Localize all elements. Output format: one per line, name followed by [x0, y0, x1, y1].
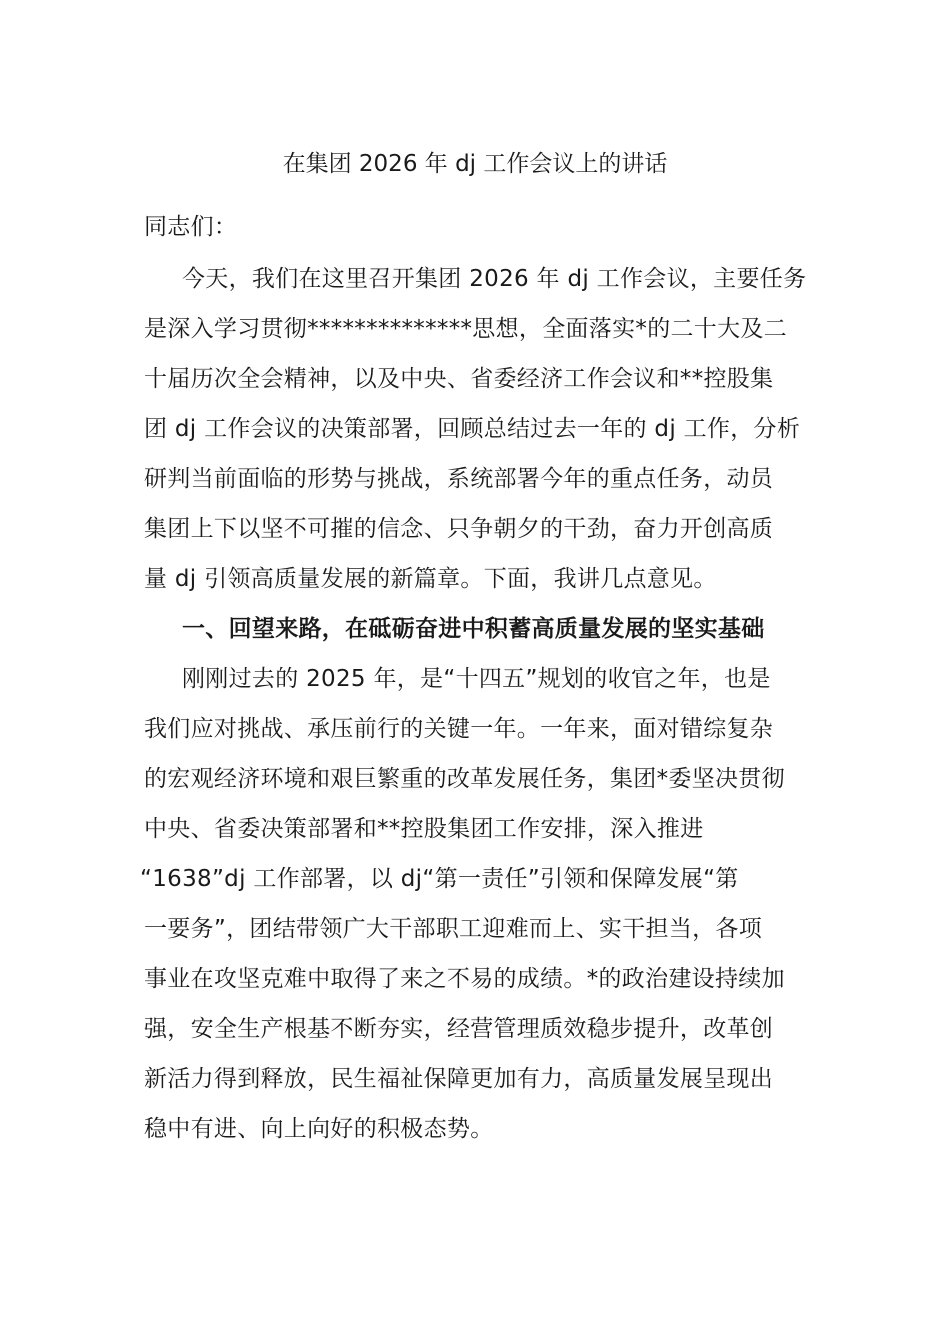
paragraph-line: 的宏观经济环境和艰巨繁重的改革发展任务，集团*委坚决贯彻 [144, 766, 785, 792]
paragraph-line: “1638”dj 工作部署，以 dj“第一责任”引领和保障发展“第 [140, 866, 739, 892]
paragraph-line: 事业在攻坚克难中取得了来之不易的成绩。*的政治建设持续加 [144, 966, 785, 992]
paragraph-line: 一要务”，团结带领广大干部职工迎难而上、实干担当，各项 [144, 916, 763, 942]
paragraph-line: 今天，我们在这里召开集团 2026 年 dj 工作会议，主要任务 [182, 266, 807, 292]
paragraph-line: 量 dj 引领高质量发展的新篇章。下面，我讲几点意见。 [144, 566, 717, 592]
paragraph-line: 集团上下以坚不可摧的信念、只争朝夕的干劲，奋力开创高质 [144, 516, 774, 542]
paragraph-line: 是深入学习贯彻**************思想，全面落实*的二十大及二 [144, 316, 787, 342]
paragraph-line: 十届历次全会精神，以及中央、省委经济工作会议和**控股集 [144, 366, 774, 392]
paragraph-line: 我们应对挑战、承压前行的关键一年。一年来，面对错综复杂 [144, 716, 774, 742]
paragraph-line: 强，安全生产根基不断夯实，经营管理质效稳步提升，改革创 [144, 1016, 774, 1042]
document-title: 在集团 2026 年 dj 工作会议上的讲话 [282, 151, 668, 177]
paragraph-line: 团 dj 工作会议的决策部署，回顾总结过去一年的 dj 工作，分析 [144, 416, 801, 442]
paragraph-line: 研判当前面临的形势与挑战，系统部署今年的重点任务，动员 [144, 466, 774, 492]
salutation: 同志们： [144, 214, 238, 240]
section-heading-1: 一、回望来路，在砥砺奋进中积蓄高质量发展的坚实基础 [182, 616, 765, 642]
paragraph-line: 刚刚过去的 2025 年，是“十四五”规划的收官之年，也是 [182, 666, 771, 692]
paragraph-line: 新活力得到释放，民生福祉保障更加有力，高质量发展呈现出 [144, 1066, 774, 1092]
paragraph-line: 中央、省委决策部署和**控股集团工作安排，深入推进 [144, 816, 704, 842]
paragraph-line: 稳中有进、向上向好的积极态势。 [144, 1116, 494, 1142]
